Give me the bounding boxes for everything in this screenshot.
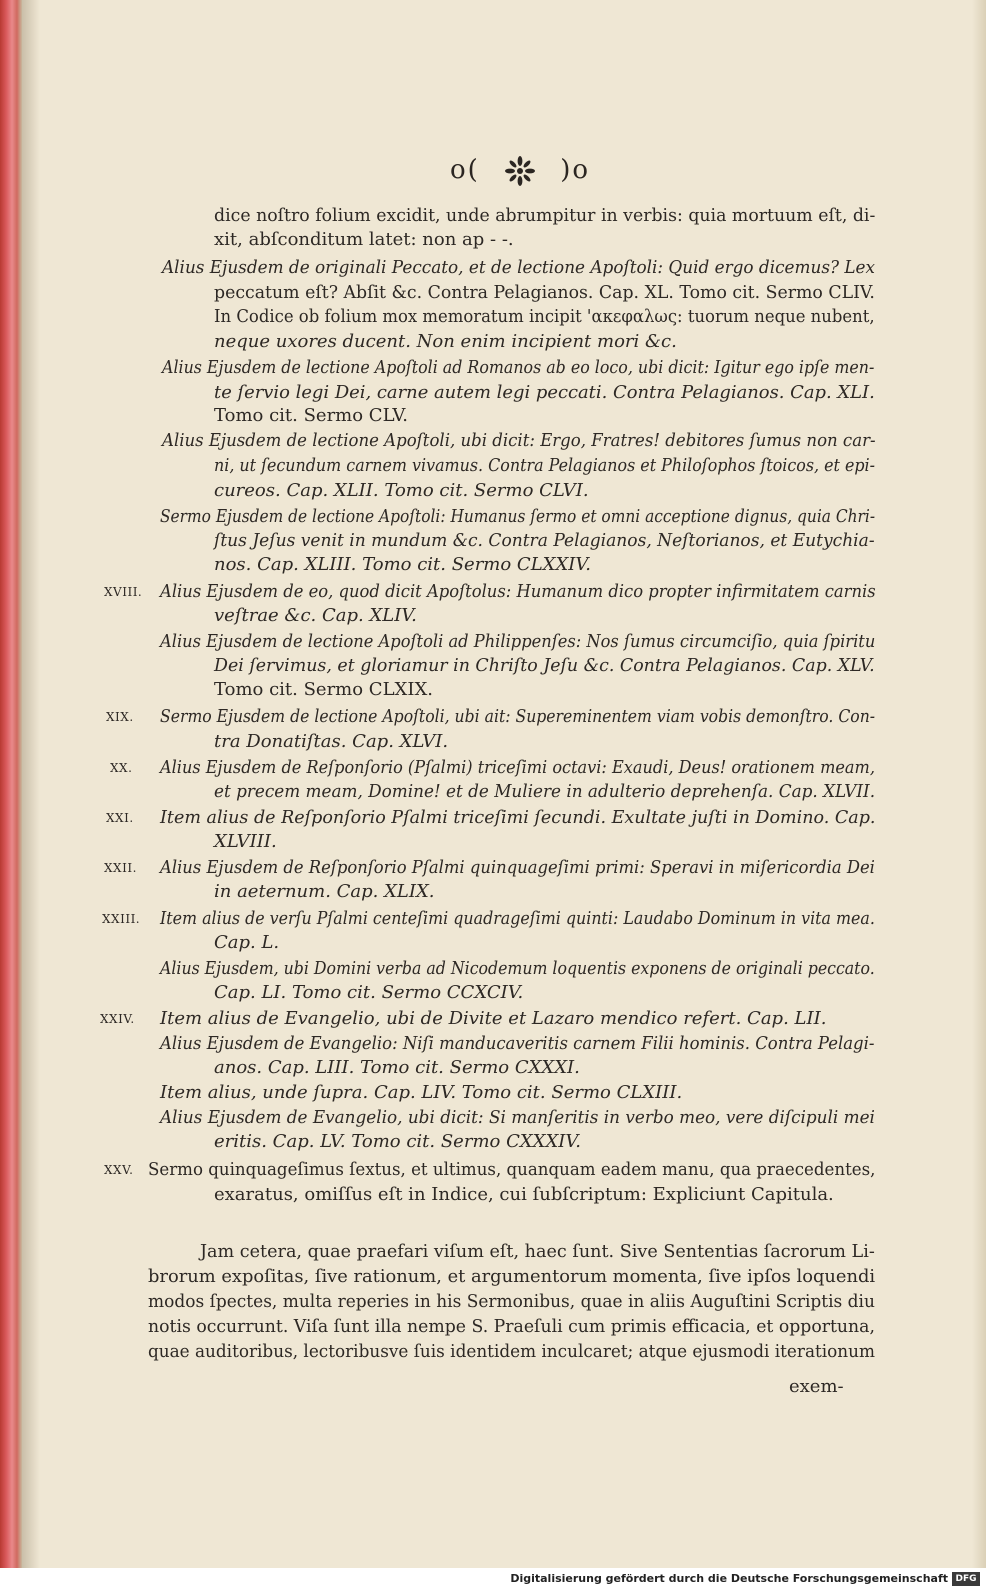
text-line: Tomo cit. Sermo CLXIX. bbox=[214, 679, 433, 700]
text-line: Tomo cit. Sermo CLV. bbox=[214, 405, 408, 426]
margin-number: XXIV. bbox=[100, 1012, 135, 1026]
text-line: Item alius de verſu Pſalmi centeſimi quadrageſimi quinti: Laudabo Dominum in vita mea. bbox=[160, 908, 875, 929]
text-line: Jam cetera, quae praefari viſum eſt, haec ſunt. Sive Sententias ſacrorum Li- bbox=[200, 1241, 875, 1262]
text-line: peccatum eſt? Abſit &c. Contra Pelagianos. Cap. XL. Tomo cit. Sermo CLIV. bbox=[214, 282, 875, 303]
text-line: In Codice ob folium mox memoratum incipit 'ακεφαλως: tuorum neque nubent, bbox=[214, 306, 875, 327]
text-line: Alius Ejusdem de originali Peccato, et de lectione Apoſtoli: Quid ergo dicemus? Lex bbox=[162, 257, 876, 278]
text-line: exaratus, omiſſus eſt in Indice, cui ſubſcriptum: Expliciunt Capitula. bbox=[214, 1184, 834, 1205]
text-line: Item alius, unde ſupra. Cap. LIV. Tomo cit. Sermo CLXIII. bbox=[160, 1082, 683, 1103]
margin-number: XXII. bbox=[104, 861, 137, 875]
text-line: Alius Ejusdem de lectione Apoſtoli ad Romanos ab eo loco, ubi dicit: Igitur ego ipſe men- bbox=[162, 357, 875, 378]
text-line: cureos. Cap. XLII. Tomo cit. Sermo CLVI. bbox=[214, 480, 589, 501]
text-line: ni, ut ſecundum carnem vivamus. Contra Pelagianos et Philoſophos ſtoicos, et epi- bbox=[214, 455, 875, 476]
margin-number: XVIII. bbox=[104, 585, 143, 599]
text-line: xit, abſconditum latet: non ap - -. bbox=[214, 229, 514, 250]
text-line: Alius Ejusdem de Reſponſorio (Pſalmi) triceſimi octavi: Exaudi, Deus! orationem meam, bbox=[160, 757, 875, 778]
text-line: Item alius de Evangelio, ubi de Divite et Lazaro mendico refert. Cap. LII. bbox=[160, 1008, 827, 1029]
text-line: Sermo Ejusdem de lectione Apoſtoli: Humanus ſermo et omni acceptione dignus, quia Chri- bbox=[160, 506, 876, 527]
text-line: in aeternum. Cap. XLIX. bbox=[214, 881, 435, 902]
text-line: Alius Ejusdem, ubi Domini verba ad Nicodemum loquentis exponens de originali peccato. bbox=[160, 958, 875, 979]
dfg-logo-icon: DFG bbox=[952, 1572, 980, 1586]
text-line: Alius Ejusdem de Evangelio, ubi dicit: Si manſeritis in verbo meo, vere diſcipuli mei bbox=[160, 1107, 875, 1128]
text-line: Alius Ejusdem de eo, quod dicit Apoſtolus: Humanum dico propter infirmitatem carnis bbox=[160, 581, 876, 602]
text-line: quae auditoribus, lectoribusve ſuis identidem inculcaret; atque ejusmodi iterationum bbox=[148, 1341, 875, 1362]
margin-number: XXI. bbox=[106, 811, 134, 825]
text-line: Alius Ejusdem de Evangelio: Niſi manducaveritis carnem Filii hominis. Contra Pelagi- bbox=[160, 1033, 875, 1054]
margin-number: XIX. bbox=[106, 710, 134, 724]
text-line: et precem meam, Domine! et de Muliere in adulterio deprehenſa. Cap. XLVII. bbox=[214, 781, 876, 802]
text-line: Cap. LI. Tomo cit. Sermo CCXCIV. bbox=[214, 982, 524, 1003]
text-line: veſtrae &c. Cap. XLIV. bbox=[214, 605, 417, 626]
header-right: )o bbox=[560, 155, 591, 185]
text-line: Sermo Ejusdem de lectione Apoſtoli, ubi ait: Supereminentem viam vobis demonſtro. Con- bbox=[160, 706, 876, 727]
text-line: Alius Ejusdem de lectione Apoſtoli ad Philippenſes: Nos ſumus circumciſio, quia ſpiritu bbox=[160, 631, 876, 652]
text-line: dice noſtro folium excidit, unde abrumpitur in verbis: quia mortuum eſt, di- bbox=[214, 205, 876, 226]
text-line: Sermo quinquageſimus ſextus, et ultimus, quanquam eadem manu, qua praecedentes, bbox=[148, 1159, 876, 1180]
margin-number: XXIII. bbox=[102, 912, 141, 926]
text-line: tra Donatiſtas. Cap. XLVI. bbox=[214, 731, 449, 752]
header-left: o( bbox=[449, 155, 480, 185]
text-line: Alius Ejusdem de lectione Apoſtoli, ubi dicit: Ergo, Fratres! debitores ſumus non car- bbox=[162, 430, 876, 451]
margin-number: XX. bbox=[110, 761, 133, 775]
footer-credit: Digitalisierung gefördert durch die Deutsche Forschungsgemeinschaft bbox=[510, 1572, 948, 1585]
margin-number: XXV. bbox=[104, 1163, 134, 1177]
text-line: nos. Cap. XLIII. Tomo cit. Sermo CLXXIV. bbox=[214, 554, 591, 575]
text-line: neque uxores ducent. Non enim incipient mori &c. bbox=[214, 331, 677, 352]
text-line: XLVIII. bbox=[214, 831, 277, 852]
text-line: notis occurrunt. Viſa ſunt illa nempe S. Praeſuli cum primis efficacia, et opportuna, bbox=[148, 1316, 875, 1337]
text-line: Cap. L. bbox=[214, 932, 280, 953]
text-line: anos. Cap. LIII. Tomo cit. Sermo CXXXI. bbox=[214, 1057, 580, 1078]
text-line: Dei ſervimus, et gloriamur in Chriſto Jeſu &c. Contra Pelagianos. Cap. XLV. bbox=[214, 655, 875, 676]
footer-bar bbox=[0, 1568, 1000, 1591]
catchword: exem- bbox=[789, 1376, 844, 1397]
text-line: ſtus Jeſus venit in mundum &c. Contra Pelagianos, Neſtorianos, et Eutychia- bbox=[214, 530, 875, 551]
text-line: Item alius de Reſponſorio Pſalmi triceſimi ſecundi. Exultate juſti in Domino. Cap. bbox=[160, 807, 876, 828]
text-line: te ſervio legi Dei, carne autem legi peccati. Contra Pelagianos. Cap. XLI. bbox=[214, 382, 875, 403]
text-line: eritis. Cap. LV. Tomo cit. Sermo CXXXIV. bbox=[214, 1131, 581, 1152]
text-line: modos ſpectes, multa reperies in his Sermonibus, quae in aliis Auguſtini Scriptis diu bbox=[148, 1291, 875, 1312]
text-line: brorum expoſitas, ſive rationum, et argumentorum momenta, ſive ipſos loquendi bbox=[148, 1266, 876, 1287]
text-line: Alius Ejusdem de Reſponſorio Pſalmi quinquageſimi primi: Speravi in miſericordia Dei bbox=[160, 857, 875, 878]
